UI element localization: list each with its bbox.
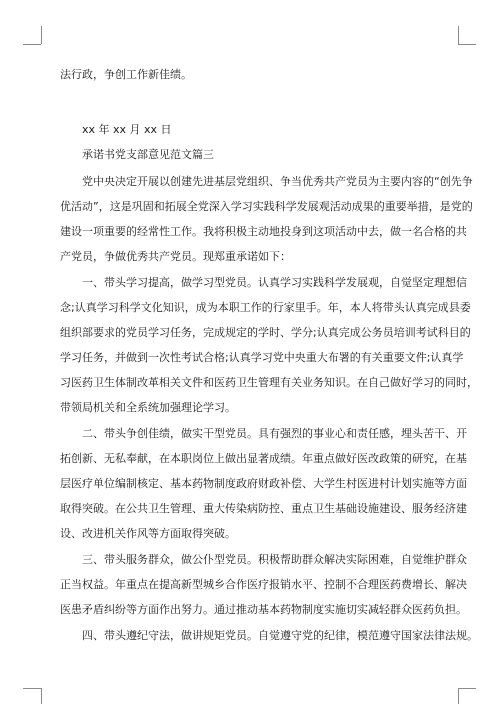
paragraph-line: 习医药卫生体制改革相关文件和医药卫生管理有关业务知识。在自己做好学习的同时， <box>60 376 478 389</box>
paragraph-line: 党中央决定开展以创建先进基层党组织、争当优秀共产党员为主要内容的“创先争 <box>82 175 473 188</box>
section-title: 承诺书党支部意见范文篇三 <box>82 148 214 161</box>
paragraph-line: 设、改进机关作风等方面取得突破。 <box>60 527 236 540</box>
paragraph-line: 二、带头争创佳绩，做实干型党员。具有强烈的事业心和责任感，埋头苦干、开 <box>82 427 467 440</box>
paragraph-line: 三、带头服务群众，做公仆型党员。积极帮助群众解决实际困难，自觉维护群众 <box>82 553 467 566</box>
paragraph-line: 层医疗单位编制核定、基本药物制度政府财政补偿、大学生村医进村计划实施等方面 <box>60 477 467 490</box>
paragraph-line: 拓创新、无私奉献，在本职岗位上做出显著成绩。年重点做好医改政策的研究，在基 <box>60 452 467 465</box>
date-line: xx 年 xx 月 xx 日 <box>82 123 172 136</box>
paragraph-line: 学习任务，并做到一次性考试合格;认真学习党中央重大布署的有关重要文件;认真学 <box>60 351 464 364</box>
paragraph-line: 建设一项重要的经常性工作。我将积极主动地投身到这项活动中去，做一名合格的共 <box>60 225 467 238</box>
paragraph-line: 取得突破。在公共卫生管理、重大传染病防控、重点卫生基础设施建设、服务经济建 <box>60 502 467 515</box>
paragraph-line: 念;认真学习科学文化知识，成为本职工作的行家里手。年，本人将带头认真完成县委 <box>60 301 471 314</box>
paragraph-line: 产党员，争做优秀共产党员。现郑重承诺如下： <box>60 250 291 263</box>
paragraph-line-closing: 法行政，争创工作新佳绩。 <box>60 68 192 81</box>
paragraph-line: 带领局机关和全系统加强理论学习。 <box>60 401 236 414</box>
paragraph-line: 医患矛盾纠纷等方面作出努力。通过推动基本药物制度实施切实减轻群众医药负担。 <box>60 603 467 616</box>
paragraph-line: 正当权益。年重点在提高新型城乡合作医疗报销水平、控制不合理医药费增长、解决 <box>60 578 467 591</box>
paragraph-line: 优活动”，这是巩固和拓展全党深入学习实践科学发展观活动成果的重要举措，是党的 <box>60 200 473 213</box>
paragraph-line: 四、带头遵纪守法，做讲规矩党员。自觉遵守党的纪律，模范遵守国家法律法规。 <box>82 629 478 642</box>
paragraph-line: 一、带头学习提高，做学习型党员。认真学习实践科学发展观，自觉坚定理想信 <box>82 276 467 289</box>
paragraph-line: 组织部要求的党员学习任务，完成规定的学时、学分;认真完成公务员培训考试科目的 <box>60 326 471 339</box>
